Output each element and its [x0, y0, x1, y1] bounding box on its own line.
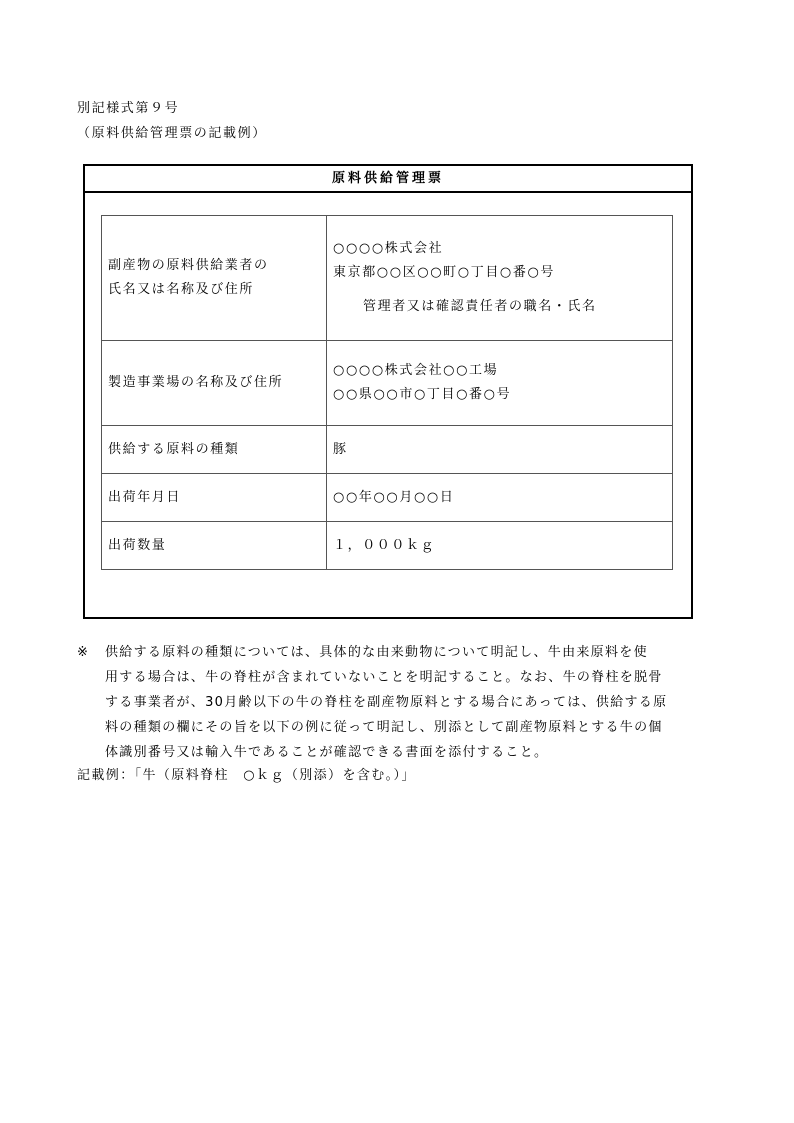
supplier-manager-role: 管理者又は確認責任者の職名・氏名 — [363, 299, 597, 314]
supplier-label-line2: 氏名又は名称及び住所 — [108, 282, 255, 297]
material-type-label: 供給する原料の種類 — [102, 426, 327, 474]
form-subtitle: （原料供給管理票の記載例） — [77, 126, 267, 141]
supplier-address: 東京都○○区○○町○丁目○番○号 — [333, 265, 556, 280]
note-line: 供給する原料の種類については、具体的な由来動物について明記し、牛由来原料を使 — [105, 645, 648, 660]
factory-value-cell — [327, 341, 673, 426]
supplier-company: ○○○○株式会社 — [333, 241, 444, 256]
factory-address: ○○県○○市○丁目○番○号 — [333, 387, 512, 402]
table-row — [102, 426, 673, 474]
example-text: 記載例：「牛（原料脊柱 ○ｋｇ（別添）を含む。）」 — [77, 768, 416, 783]
note-line: 体識別番号又は輸入牛であることが確認できる書面を添付すること。 — [105, 745, 549, 760]
shipping-date-value: ○○年○○月○○日 — [327, 474, 673, 522]
shipping-quantity-label: 出荷数量 — [102, 522, 327, 570]
form-id: 別記様式第９号 — [77, 101, 180, 116]
table-row — [102, 341, 673, 426]
note-line: する事業者が、30月齢以下の牛の脊柱を副産物原料とする場合にあっては、供給する原 — [105, 695, 668, 710]
table-row — [102, 474, 673, 522]
form-title: 原料供給管理票 — [85, 166, 691, 193]
material-type-value: 豚 — [327, 426, 673, 474]
note-line: 料の種類の欄にその旨を以下の例に従って明記し、別添として副産物原料とする牛の個 — [105, 720, 663, 735]
table-row — [102, 522, 673, 570]
table-row — [102, 216, 673, 341]
factory-name: ○○○○株式会社○○工場 — [333, 363, 499, 378]
note-paragraph — [77, 640, 717, 765]
factory-label: 製造事業場の名称及び住所 — [102, 341, 327, 426]
note-line: 用する場合は、牛の脊柱が含まれていないことを明記すること。なお、牛の脊柱を脱骨 — [105, 670, 663, 685]
shipping-quantity-value: １，０００ｋｇ — [327, 522, 673, 570]
supplier-value-cell — [327, 216, 673, 341]
supply-table — [101, 215, 673, 570]
supplier-label-line1: 副産物の原料供給業者の — [108, 258, 269, 273]
supplier-label-cell — [102, 216, 327, 341]
shipping-date-label: 出荷年月日 — [102, 474, 327, 522]
note-mark: ※ — [77, 645, 90, 660]
